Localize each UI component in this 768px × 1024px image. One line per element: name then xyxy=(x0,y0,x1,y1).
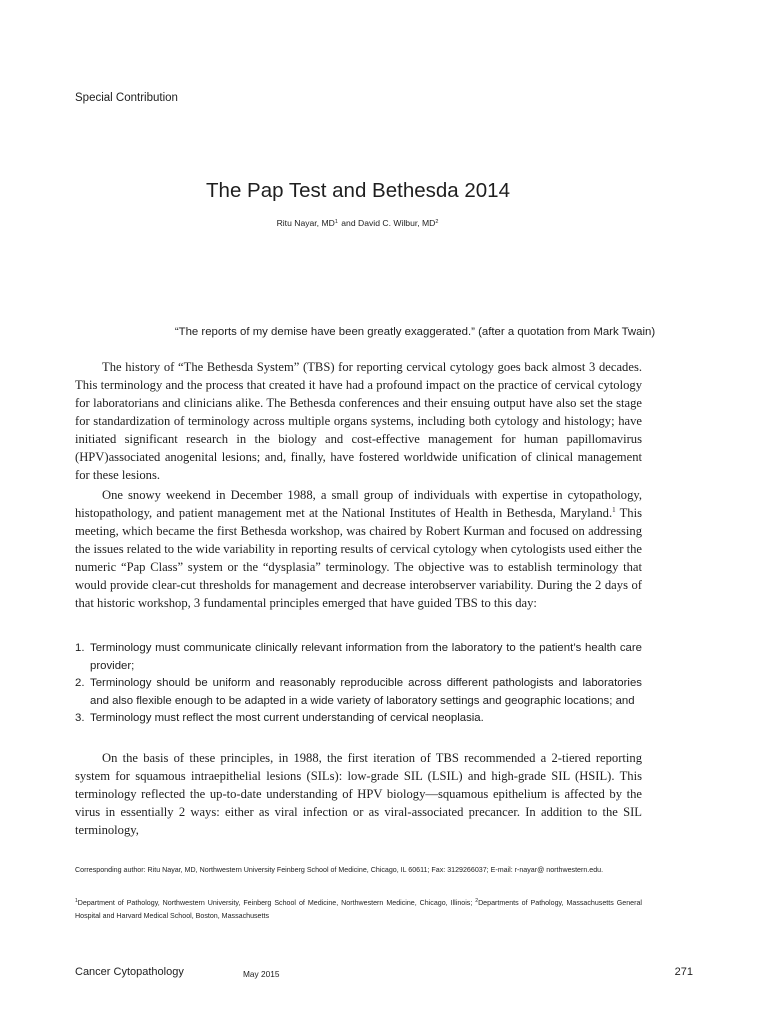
author-1-name: Ritu Nayar, MD xyxy=(276,218,335,228)
corresponding-author-footnote: Corresponding author: Ritu Nayar, MD, Northwestern University Feinberg School of Medicine, Chicago, IL 60611; Fax: 3129266037; E-mail: r-nayar@ northwestern.edu. xyxy=(75,866,604,874)
principles-list xyxy=(75,640,642,728)
reference-marker: 1 xyxy=(612,506,616,514)
paragraph-text-part: One snowy weekend in December 1988, a small group of individuals with expertise in cytopathology, histopathology, and patient management met at the National Institutes of Health in Bethesda, Maryland. xyxy=(75,488,642,520)
author-1-affiliation-mark: 1 xyxy=(334,219,338,225)
author-2-name: David C. Wilbur, MD xyxy=(358,218,436,228)
body-paragraph-first-workshop xyxy=(75,486,642,612)
epigraph-quote: “The reports of my demise have been greatly exaggerated.” (after a quotation from Mark Twain) xyxy=(174,326,656,338)
principle-text: Terminology must communicate clinically relevant information from the laboratory to the patient’s health care provider; xyxy=(90,642,642,672)
footer-journal-name: Cancer Cytopathology xyxy=(75,966,184,978)
affiliation-mark: 1 xyxy=(75,898,78,904)
affiliations-footnote xyxy=(75,895,642,922)
affiliation-text: Department of Pathology, Northwestern University, Feinberg School of Medicine, Northwestern Medicine, Chicago, Illinois; xyxy=(77,899,476,907)
section-label: Special Contribution xyxy=(75,92,178,104)
principle-text: Terminology must reflect the most current understanding of cervical neoplasia. xyxy=(90,712,484,724)
principle-item xyxy=(75,640,642,675)
affiliation-mark: 2 xyxy=(475,898,479,904)
principle-item xyxy=(75,675,642,710)
principle-text: Terminology should be uniform and reasonably reproducible across different pathologists and laboratories and also flexible enough to be adapted in a wide variety of laboratory settings and geographic locations; and xyxy=(90,677,642,707)
author-2-affiliation-mark: 2 xyxy=(435,219,439,225)
body-paragraph-sil-terminology: On the basis of these principles, in 1988, the first iteration of TBS recommended a 2-tiered reporting system for squamous intraepithelial lesions (SILs): low-grade SIL (LSIL) and high-grade SIL (HSIL). This terminology reflected the up-to-date understanding of HPV biology—squamous epithelium is affected by the virus in essentially 2 ways: either as viral infection or as viral-associated precancer. In addition to the SIL terminology, xyxy=(75,751,642,837)
list-number: 2. xyxy=(75,677,85,689)
footer-issue-date: May 2015 xyxy=(243,969,280,979)
article-title: The Pap Test and Bethesda 2014 xyxy=(206,179,510,202)
body-paragraph-history: The history of “The Bethesda System” (TBS) for reporting cervical cytology goes back almost 3 decades. This terminology and the process that created it have had a profound impact on the practice of cervical cytology for laboratorians and clinicians alike. The Bethesda conferences and their ensuing output have also set the stage for standardization of terminology across multiple organs systems, including both cytology and histology; have initiated significant research in the biology and cost-effective management for human papillomavirus (HPV)associated anogenital lesions; and, finally, have fostered worldwide unification of clinical management for these lesions. xyxy=(75,360,642,482)
footer-page-number: 271 xyxy=(674,966,693,978)
author-connector: and xyxy=(338,218,359,228)
list-number: 1. xyxy=(75,642,85,654)
principle-item xyxy=(75,710,642,728)
affiliation-text: Departments of Pathology, Massachusetts General Hospital and Harvard Medical School, Boston, Massachusetts xyxy=(75,899,642,920)
author-line xyxy=(0,218,716,228)
paragraph-text-part: This meeting, which became the first Bethesda workshop, was chaired by Robert Kurman and focused on addressing the issues related to the wide variability in reporting results of cervical cytology when cytologists used either the numeric “Pap Class” system or the “dysplasia” terminology. The objective was to establish terminology that would provide clear-cut thresholds for management and decrease interobserver variability. During the 2 days of that historic workshop, 3 fundamental principles emerged that have guided TBS to this day: xyxy=(75,506,642,610)
list-number: 3. xyxy=(75,712,85,724)
